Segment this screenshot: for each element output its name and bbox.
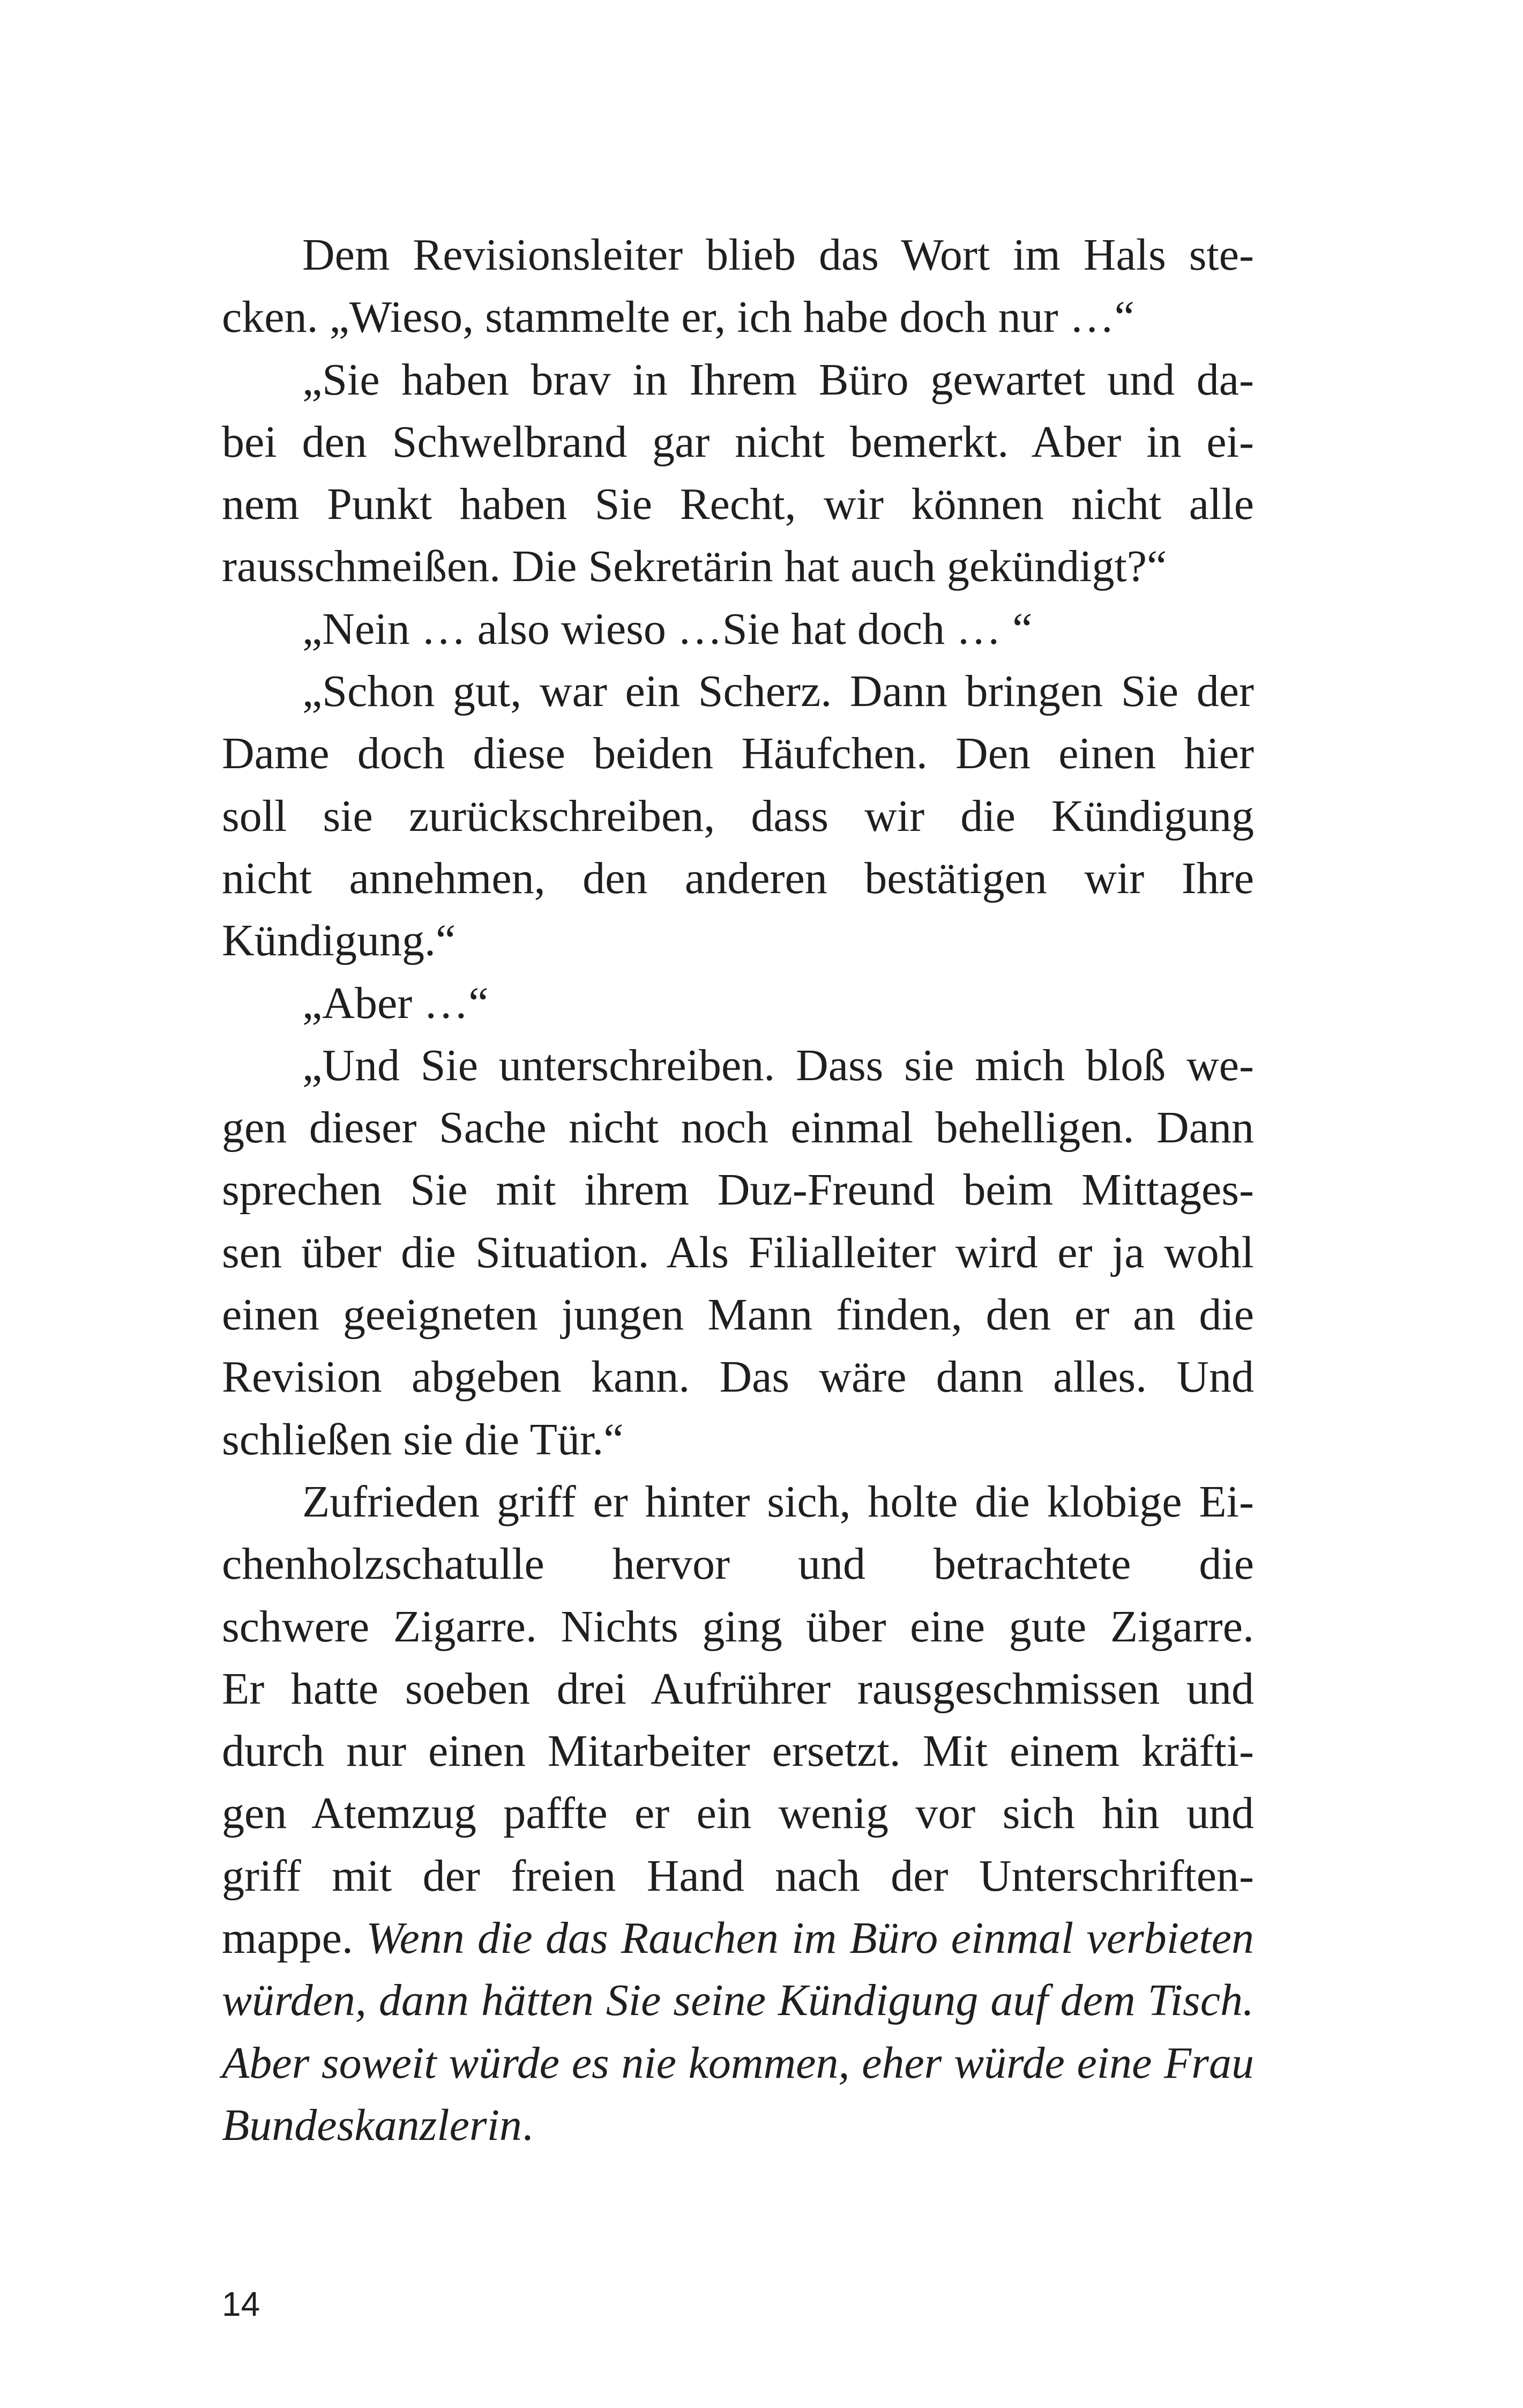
text-line: griff mit der freien Hand nach der Unterschriften- bbox=[222, 1850, 1254, 1901]
italic-text: Wenn die das Rauchen im Büro einmal verbieten bbox=[366, 1913, 1255, 1964]
text-line: Kündigung.“ bbox=[222, 916, 456, 966]
text-line: „Aber …“ bbox=[302, 978, 489, 1028]
paragraph bbox=[222, 660, 1254, 972]
text-line: Zufrieden griff er hinter sich, holte die klobige Ei- bbox=[302, 1476, 1254, 1527]
roman-text: . bbox=[521, 2100, 533, 2150]
paragraph bbox=[222, 598, 1254, 660]
text-line: nem Punkt haben Sie Recht, wir können nicht alle bbox=[222, 479, 1254, 530]
text-line: Dem Revisionsleiter blieb das Wort im Hals ste- bbox=[302, 230, 1254, 280]
text-line: einen geeigneten jungen Mann finden, den er an die bbox=[222, 1290, 1254, 1340]
text-line: gen Atemzug paffte er ein wenig vor sich hin und bbox=[222, 1788, 1254, 1839]
text-line: cken. „Wieso, stammelte er, ich habe doch nur …“ bbox=[222, 292, 1134, 343]
text-line: chenholzschatulle hervor und betrachtete die bbox=[222, 1539, 1254, 1589]
text-line: „Und Sie unterschreiben. Dass sie mich bloß we- bbox=[302, 1040, 1254, 1090]
italic-text: Bundeskanzlerin bbox=[222, 2100, 522, 2150]
text-line: Er hatte soeben drei Aufrührer rausgeschmissen und bbox=[222, 1663, 1254, 1714]
text-line bbox=[222, 1907, 1254, 1969]
text-line: gen dieser Sache nicht noch einmal behelligen. Dann bbox=[222, 1103, 1254, 1153]
text-line: rausschmeißen. Die Sekretärin hat auch gekündigt?“ bbox=[222, 541, 1167, 592]
text-line: bei den Schwelbrand gar nicht bemerkt. Aber in ei- bbox=[222, 417, 1254, 467]
italic-line: würden, dann hätten Sie seine Kündigung auf dem Tisch. bbox=[222, 1975, 1254, 2026]
paragraph bbox=[222, 972, 1254, 1035]
text-line: nicht annehmen, den anderen bestätigen wir Ihre bbox=[222, 853, 1254, 903]
paragraph bbox=[222, 1035, 1254, 1471]
text-line: „Sie haben brav in Ihrem Büro gewartet und da- bbox=[302, 354, 1254, 405]
text-line: Dame doch diese beiden Häufchen. Den einen hier bbox=[222, 729, 1254, 779]
italic-line: Aber soweit würde es nie kommen, eher würde eine Frau bbox=[222, 2038, 1254, 2088]
text-line: Revision abgeben kann. Das wäre dann alles. Und bbox=[222, 1352, 1254, 1402]
paragraph bbox=[222, 224, 1254, 349]
paragraph bbox=[222, 349, 1254, 598]
text-line: „Nein … also wieso …Sie hat doch … “ bbox=[302, 604, 1033, 654]
text-line: „Schon gut, war ein Scherz. Dann bringen Sie der bbox=[302, 666, 1254, 717]
text-line: sprechen Sie mit ihrem Duz-Freund beim Mittages- bbox=[222, 1165, 1254, 1215]
text-line: soll sie zurückschreiben, dass wir die Kündigung bbox=[222, 791, 1254, 841]
text-line: schließen sie die Tür.“ bbox=[222, 1414, 624, 1465]
roman-text: mappe. bbox=[222, 1913, 367, 1964]
body-text bbox=[222, 224, 1254, 2157]
text-line: sen über die Situation. Als Filialleiter wird er ja wohl bbox=[222, 1227, 1254, 1277]
paragraph bbox=[222, 1471, 1254, 2157]
text-line: schwere Zigarre. Nichts ging über eine gute Zigarre. bbox=[222, 1601, 1254, 1652]
text-line bbox=[222, 2094, 1254, 2157]
page-number: 14 bbox=[222, 2285, 260, 2323]
text-line: durch nur einen Mitarbeiter ersetzt. Mit einem kräfti- bbox=[222, 1726, 1254, 1777]
